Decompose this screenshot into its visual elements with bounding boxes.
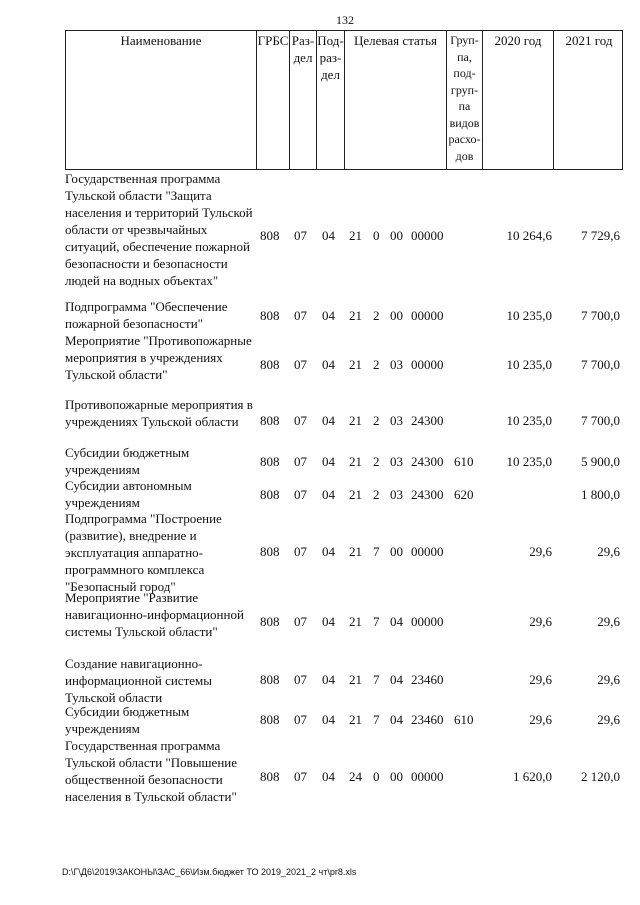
row-target-2: 2 <box>373 308 380 323</box>
row-podrazdel: 04 <box>322 712 335 727</box>
header-target-article: Целевая статья <box>345 31 447 169</box>
row-value-2021: 29,6 <box>597 712 620 727</box>
row-target-1: 21 <box>349 712 362 727</box>
row-podrazdel: 04 <box>322 413 335 428</box>
row-name: Мероприятие "Противопожарные мероприятия в учреждениях Тульской области" <box>65 333 252 382</box>
row-target-1: 24 <box>349 769 362 784</box>
row-value-2021: 7 700,0 <box>581 357 620 372</box>
row-target-4: 23460 <box>411 672 444 687</box>
row-value-2020: 10 235,0 <box>506 308 552 323</box>
row-razdel: 07 <box>294 769 307 784</box>
row-value-2021: 7 700,0 <box>581 308 620 323</box>
row-value-2021: 7 729,6 <box>581 228 620 243</box>
row-target-3: 03 <box>390 487 403 502</box>
row-value-2020: 29,6 <box>529 544 552 559</box>
row-value-2020: 29,6 <box>529 614 552 629</box>
row-target-2: 7 <box>373 672 380 687</box>
row-target-4: 00000 <box>411 357 444 372</box>
row-razdel: 07 <box>294 454 307 469</box>
row-target-1: 21 <box>349 614 362 629</box>
table-header <box>65 30 623 170</box>
row-target-2: 7 <box>373 614 380 629</box>
row-razdel: 07 <box>294 712 307 727</box>
row-razdel: 07 <box>294 357 307 372</box>
row-target-2: 2 <box>373 454 380 469</box>
row-grbs: 808 <box>260 308 280 323</box>
header-razdel: Раз- дел <box>290 31 317 169</box>
row-expense-type: 620 <box>454 487 474 502</box>
row-target-4: 23460 <box>411 712 444 727</box>
row-target-2: 7 <box>373 544 380 559</box>
row-target-3: 04 <box>390 672 403 687</box>
row-grbs: 808 <box>260 487 280 502</box>
row-target-4: 24300 <box>411 487 444 502</box>
row-value-2021: 1 800,0 <box>581 487 620 502</box>
row-value-2020: 1 620,0 <box>513 769 552 784</box>
row-razdel: 07 <box>294 672 307 687</box>
row-target-3: 03 <box>390 454 403 469</box>
row-target-1: 21 <box>349 228 362 243</box>
page-number: 132 <box>336 13 354 27</box>
row-podrazdel: 04 <box>322 357 335 372</box>
row-value-2021: 29,6 <box>597 614 620 629</box>
row-podrazdel: 04 <box>322 769 335 784</box>
row-podrazdel: 04 <box>322 544 335 559</box>
row-name: Мероприятие "Развитие навигационно-информационной системы Тульской области" <box>65 590 244 639</box>
row-target-1: 21 <box>349 413 362 428</box>
row-name: Создание навигационно-информационной системы Тульской области <box>65 656 212 705</box>
row-name: Субсидии бюджетным учреждениям <box>65 445 190 477</box>
row-grbs: 808 <box>260 357 280 372</box>
row-podrazdel: 04 <box>322 308 335 323</box>
row-target-4: 24300 <box>411 413 444 428</box>
row-target-3: 04 <box>390 614 403 629</box>
row-name: Противопожарные мероприятия в учреждениях Тульской области <box>65 397 253 429</box>
row-expense-type: 610 <box>454 712 474 727</box>
row-razdel: 07 <box>294 228 307 243</box>
row-grbs: 808 <box>260 544 280 559</box>
row-target-3: 03 <box>390 413 403 428</box>
header-2020: 2020 год <box>483 31 554 169</box>
row-name: Государственная программа Тульской области "Защита населения и территорий Тульской области от чрезвычайных ситуаций, обеспечение пожарной безопасности и безопасности людей на водных объектах" <box>65 171 253 288</box>
row-name: Подпрограмма "Обеспечение пожарной безопасности" <box>65 299 228 331</box>
row-target-3: 00 <box>390 228 403 243</box>
row-name: Субсидии бюджетным учреждениям <box>65 704 190 736</box>
row-target-1: 21 <box>349 308 362 323</box>
row-razdel: 07 <box>294 614 307 629</box>
row-target-2: 0 <box>373 228 380 243</box>
row-value-2020: 10 264,6 <box>506 228 552 243</box>
row-podrazdel: 04 <box>322 228 335 243</box>
row-grbs: 808 <box>260 454 280 469</box>
row-podrazdel: 04 <box>322 614 335 629</box>
row-target-3: 00 <box>390 544 403 559</box>
header-name: Наименование <box>66 31 257 169</box>
row-expense-type: 610 <box>454 454 474 469</box>
row-target-2: 2 <box>373 357 380 372</box>
row-target-4: 00000 <box>411 544 444 559</box>
row-target-4: 00000 <box>411 769 444 784</box>
row-target-2: 0 <box>373 769 380 784</box>
row-name: Подпрограмма "Построение (развитие), внедрение и эксплуатация аппаратно-программного комплекса "Безопасный город" <box>65 511 222 594</box>
row-value-2021: 7 700,0 <box>581 413 620 428</box>
row-target-1: 21 <box>349 487 362 502</box>
row-target-2: 2 <box>373 413 380 428</box>
row-podrazdel: 04 <box>322 454 335 469</box>
row-target-4: 00000 <box>411 614 444 629</box>
row-value-2021: 2 120,0 <box>581 769 620 784</box>
row-razdel: 07 <box>294 308 307 323</box>
row-value-2021: 29,6 <box>597 544 620 559</box>
row-target-3: 00 <box>390 308 403 323</box>
row-value-2021: 29,6 <box>597 672 620 687</box>
row-grbs: 808 <box>260 672 280 687</box>
row-value-2021: 5 900,0 <box>581 454 620 469</box>
row-target-4: 00000 <box>411 308 444 323</box>
row-value-2020: 10 235,0 <box>506 357 552 372</box>
row-target-2: 2 <box>373 487 380 502</box>
row-target-4: 24300 <box>411 454 444 469</box>
header-expense-group: Груп- па, под- груп- па видов расхо- дов <box>447 31 483 169</box>
row-target-1: 21 <box>349 357 362 372</box>
row-value-2020: 10 235,0 <box>506 454 552 469</box>
row-value-2020: 29,6 <box>529 712 552 727</box>
row-target-2: 7 <box>373 712 380 727</box>
row-target-4: 00000 <box>411 228 444 243</box>
header-podrazdel: Под- раз- дел <box>317 31 345 169</box>
header-2021: 2021 год <box>565 33 613 48</box>
row-value-2020: 29,6 <box>529 672 552 687</box>
header-grbs: ГРБС <box>257 31 290 169</box>
row-grbs: 808 <box>260 769 280 784</box>
row-target-1: 21 <box>349 544 362 559</box>
row-grbs: 808 <box>260 228 280 243</box>
row-razdel: 07 <box>294 487 307 502</box>
row-name: Государственная программа Тульской области "Повышение общественной безопасности населения в Тульской области" <box>65 738 238 804</box>
row-podrazdel: 04 <box>322 487 335 502</box>
row-target-3: 04 <box>390 712 403 727</box>
row-podrazdel: 04 <box>322 672 335 687</box>
row-name: Субсидии автономным учреждениям <box>65 478 192 510</box>
row-grbs: 808 <box>260 712 280 727</box>
row-target-3: 00 <box>390 769 403 784</box>
row-target-1: 21 <box>349 672 362 687</box>
row-grbs: 808 <box>260 614 280 629</box>
row-razdel: 07 <box>294 413 307 428</box>
file-path-footer: D:\Г\Д6\2019\ЗАКОНЫ\ЗАС_66\Изм.бюджет ТО 2019_2021_2 чт\pr8.xls <box>62 867 357 877</box>
row-target-1: 21 <box>349 454 362 469</box>
row-target-3: 03 <box>390 357 403 372</box>
row-value-2020: 10 235,0 <box>506 413 552 428</box>
row-grbs: 808 <box>260 413 280 428</box>
row-razdel: 07 <box>294 544 307 559</box>
